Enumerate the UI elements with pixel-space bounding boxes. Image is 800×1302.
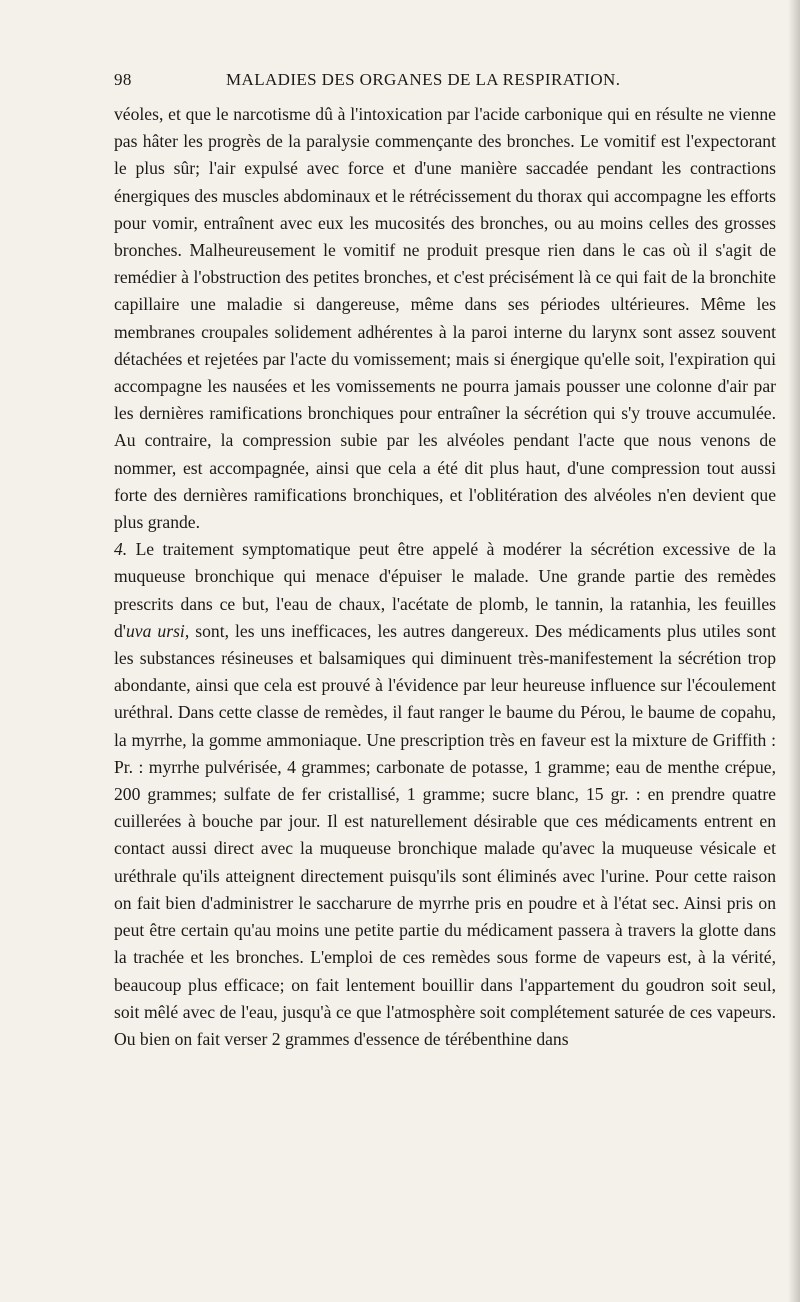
section-number: 4. (114, 539, 128, 560)
paragraph-text-continued: , sont, les uns inefficaces, les autres dangereux. Des médicaments plus utiles sont les substances résineuses et balsamiques qui diminuent très-manifestement la sécrétion trop abondante, ainsi que cela est prouvé à l'évidence par leur heureuse influence sur l'écoulement uréthral. Dans cette classe de remèdes, il faut ranger le baume du Pérou, le baume de copahu, la myrrhe, la gomme ammoniaque. Une prescription très en faveur est la mixture de Griffith : Pr. : myrrhe pulvérisée, 4 grammes; carbonate de potasse, 1 gramme; eau de menthe crépue, 200 grammes; sulfate de fer cristallisé, 1 gramme; sucre blanc, 15 gr. : en prendre quatre cuillerées à bouche par jour. Il est naturellement désirable que ces médicaments entrent en contact aussi direct avec la muqueuse bronchique malade qu'avec la muqueuse vésicale et uréthrale qu'ils atteignent directement puisqu'ils sont éliminés avec l'urine. Pour cette raison on fait bien d'administrer le saccharure de myrrhe pris en poudre et à l'état sec. Ainsi pris on peut être certain qu'au moins une petite partie du médicament passera à travers la glotte dans la trachée et les bronches. L'emploi de ces remèdes sous forme de vapeurs est, à la vérité, beaucoup plus efficace; on fait lentement bouillir dans l'appartement du goudron soit seul, soit mêlé avec de l'eau, jusqu'à ce que l'atmosphère soit complétement saturée de ces vapeurs. Ou bien on fait verser 2 grammes d'essence de térébenthine dans (114, 620, 776, 1049)
paragraph-section-4 (114, 536, 776, 1053)
latin-term: uva ursi (125, 620, 185, 641)
page-edge-shadow (788, 0, 800, 1302)
page-number: 98 (114, 70, 132, 89)
running-head (114, 70, 776, 92)
paragraph-text: Le traitement symptomatique peut être appelé à modérer la sécrétion excessive de la muqueuse bronchique qui menace d'épuiser le malade. Une grande partie des remèdes prescrits dans ce but, l'eau de chaux, l'acétate de plomb, le tannin, la ratanhia, les feuilles d' (114, 539, 776, 641)
paragraph-continuation (114, 101, 776, 536)
body-text (114, 101, 776, 1053)
running-title: MALADIES DES ORGANES DE LA RESPIRATION. (226, 70, 621, 89)
paragraph-text: véoles, et que le narcotisme dû à l'intoxication par l'acide carbonique qui en résulte ne vienne pas hâter les progrès de la paralysie commençante des bronches. Le vomitif est l'expectorant le plus sûr; l'air expulsé avec force et d'une manière saccadée pendant les contractions énergiques des muscles abdominaux et le rétrécissement du thorax qui accompagne les efforts pour vomir, entraînent avec eux les mucosités des bronches, ou au moins celles des grosses bronches. Malheureusement le vomitif ne produit presque rien dans le cas où il s'agit de remédier à l'obstruction des petites bronches, et c'est précisément là ce qui fait de la bronchite capillaire une maladie si dangereuse, même dans ses périodes ultérieures. Même les membranes croupales solidement adhérentes à la paroi interne du larynx sont assez souvent détachées et rejetées par l'acte du vomissement; mais si énergique qu'elle soit, l'expiration qui accompagne les nausées et les vomissements ne pourra jamais pousser une colonne d'air par les dernières ramifications bronchiques pour entraîner la sécrétion qui s'y trouve accumulée. Au contraire, la compression subie par les alvéoles pendant l'acte que nous venons de nommer, est accompagnée, ainsi que cela a été dit plus haut, d'une compression tout aussi forte des dernières ramifications bronchiques, et l'oblitération des alvéoles n'en devient que plus grande. (114, 104, 776, 533)
